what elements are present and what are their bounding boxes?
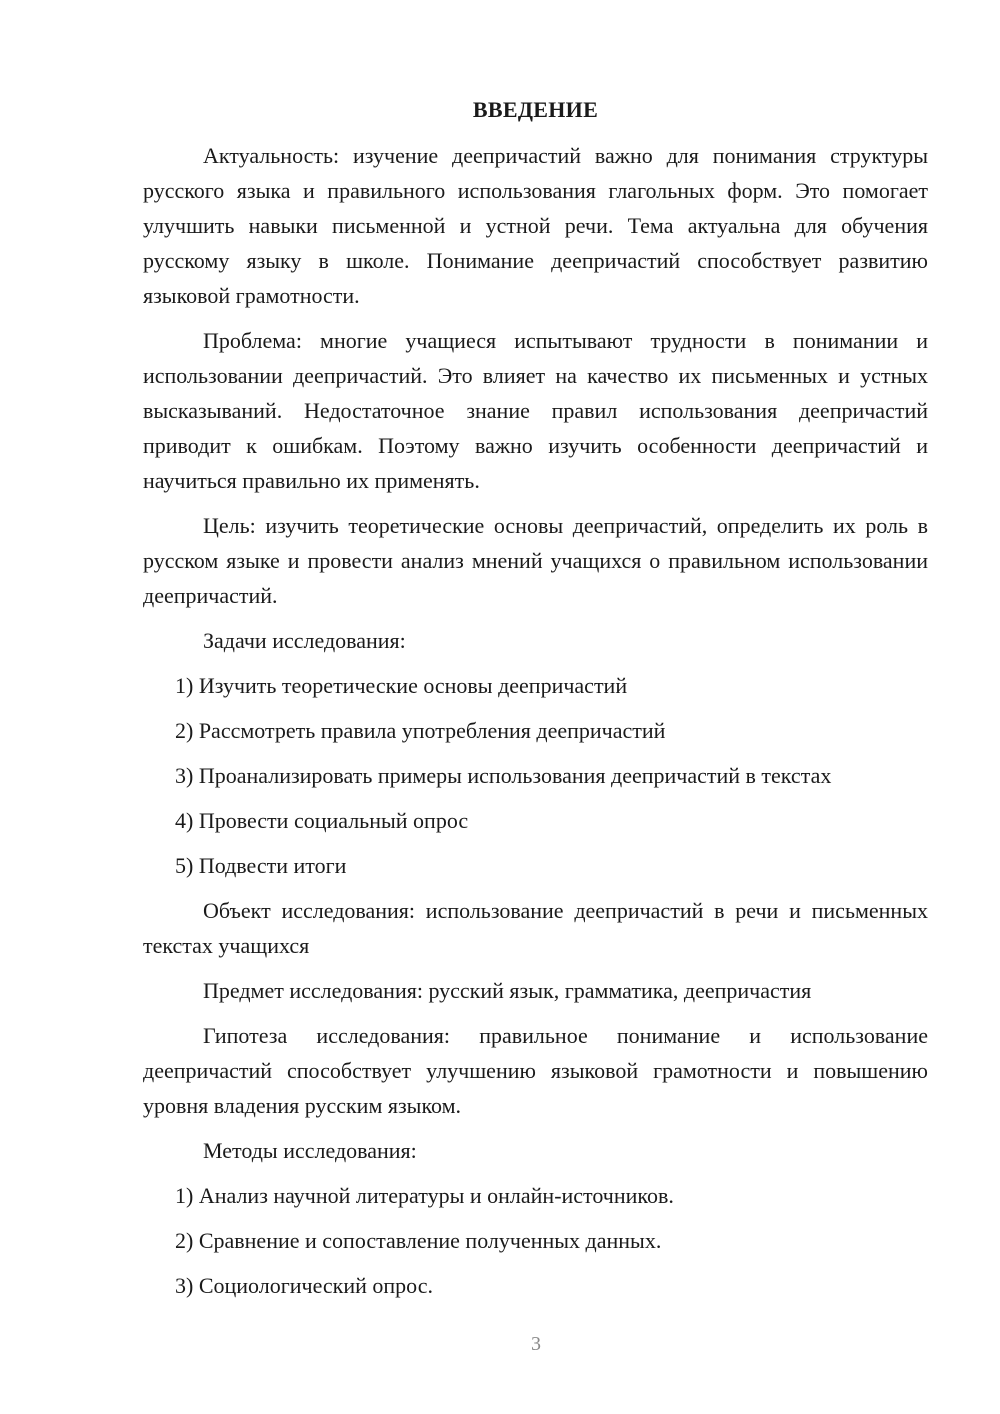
list-item: 2) Сравнение и сопоставление полученных данных.: [175, 1228, 662, 1253]
list-item: 1) Изучить теоретические основы деепричастий: [175, 673, 628, 698]
methods-list: [143, 1178, 928, 1303]
paragraph-relevance: Актуальность: изучение деепричастий важно для понимания структуры русского языка и правильного использования глагольных форм. Это помогает улучшить навыки письменной и устной речи. Тема актуальна для обучения русскому языку в школе. Понимание деепричастий способствует развитию языковой грамотности.: [143, 143, 928, 308]
list-item: 3) Социологический опрос.: [175, 1273, 433, 1298]
tasks-heading: Задачи исследования:: [203, 628, 406, 653]
section-title: ВВЕДЕНИЕ: [472, 97, 599, 122]
list-item: 1) Анализ научной литературы и онлайн-источников.: [175, 1183, 674, 1208]
paragraph-object: Объект исследования: использование деепричастий в речи и письменных текстах учащихся: [143, 898, 928, 958]
list-item: 2) Рассмотреть правила употребления деепричастий: [175, 718, 666, 743]
paragraph-subject: Предмет исследования: русский язык, грамматика, деепричастия: [203, 978, 812, 1003]
tasks-list: [143, 668, 928, 883]
paragraph-hypothesis: Гипотеза исследования: правильное понимание и использование деепричастий способствует улучшению языковой грамотности и повышению уровня владения русским языком.: [143, 1023, 928, 1118]
list-item: 3) Проанализировать примеры использования деепричастий в текстах: [175, 763, 832, 788]
list-item: 5) Подвести итоги: [175, 853, 347, 878]
list-item: 4) Провести социальный опрос: [175, 808, 469, 833]
paragraph-goal: Цель: изучить теоретические основы деепричастий, определить их роль в русском языке и провести анализ мнений учащихся о правильном использовании деепричастий.: [143, 513, 928, 608]
methods-heading: Методы исследования:: [203, 1138, 417, 1163]
page-number: 3: [531, 1333, 541, 1355]
document-page: [143, 92, 928, 1303]
paragraph-problem: Проблема: многие учащиеся испытывают трудности в понимании и использовании деепричастий. Это влияет на качество их письменных и устных высказываний. Недостаточное знание правил использования деепричастий приводит к ошибкам. Поэтому важно изучить особенности деепричастий и научиться правильно их применять.: [143, 328, 928, 493]
